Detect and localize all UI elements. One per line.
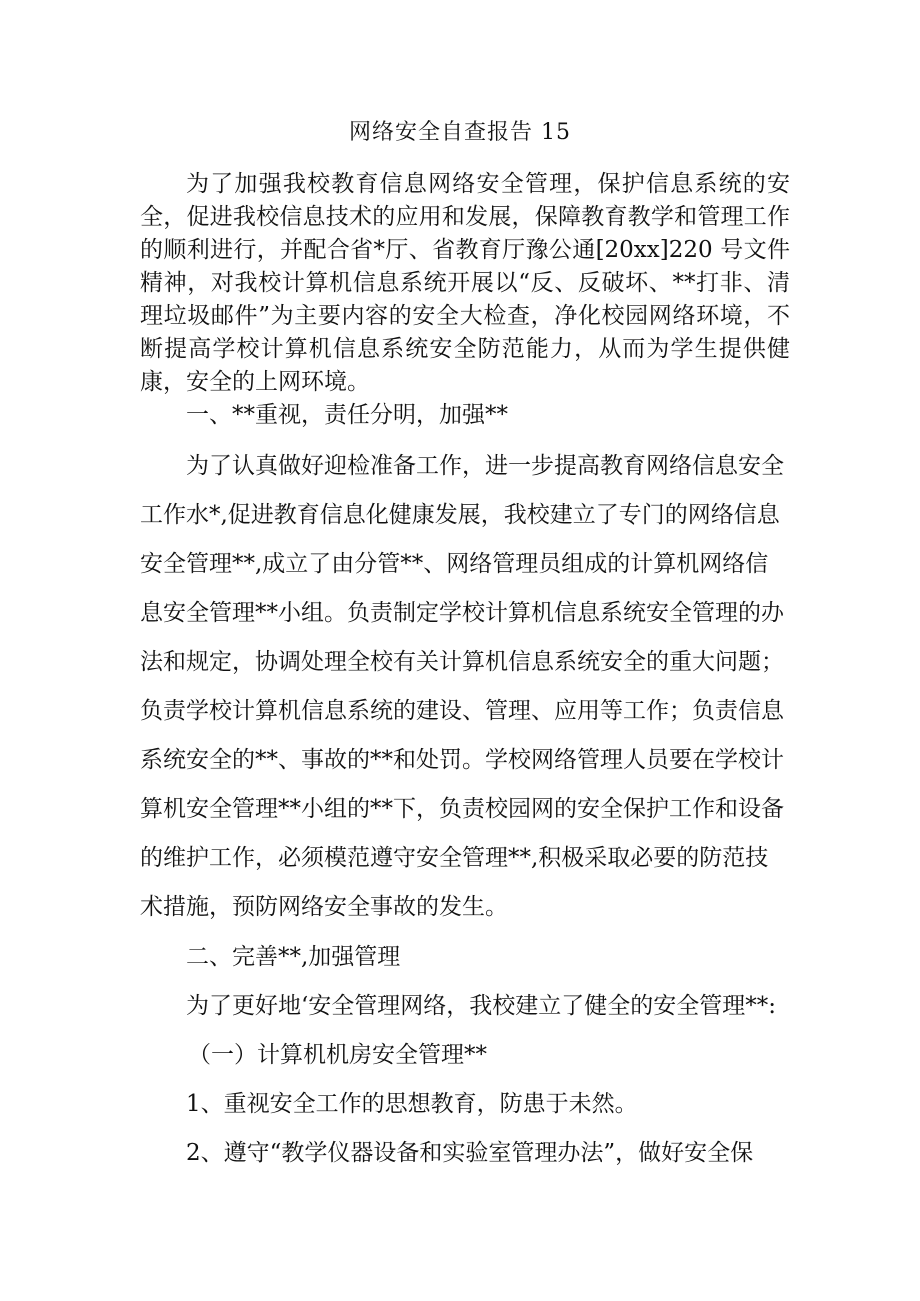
section2-heading: 二、完善**,加强管理 [186,944,401,970]
subsection1-heading: （一）计算机机房安全管理** [188,1042,487,1068]
section1-line: 系统安全的**、事故的**和处罚。学校网络管理人员要在学校计 [140,747,784,773]
section1-line: 工作水*,促进教育信息化健康发展，我校建立了专门的网络信息 [140,502,780,528]
section2-intro: 为了更好地‘安全管理网络，我校建立了健全的安全管理**: [186,993,777,1019]
list-item: 2、遵守“教学仪器设备和实验室管理办法”，做好安全保 [186,1140,754,1166]
section1-line: 法和规定，协调处理全校有关计算机信息系统安全的重大问题； [140,649,784,675]
section1-line: 的维护工作，必须模范遵守安全管理**,积极采取必要的防范技 [140,845,769,871]
document-title: 网络安全自查报告 15 [349,120,571,145]
section1-heading: 一、**重视，责任分明，加强** [186,402,508,428]
section1-line: 术措施，预防网络安全事故的发生。 [140,894,508,920]
section1-line: 负责学校计算机信息系统的建设、管理、应用等工作；负责信息 [140,698,784,724]
section1-line: 安全管理**,成立了由分管**、网络管理员组成的计算机网络信 [140,551,769,577]
list-item: 1、重视安全工作的思想教育，防患于未然。 [186,1091,638,1117]
section1-line: 为了认真做好迎检准备工作，进一步提高教育网络信息安全 [186,453,784,479]
section1-line: 算机安全管理**小组的**下，负责校园网的安全保护工作和设备 [140,796,784,822]
intro-paragraph: 为了加强我校教育信息网络安全管理，保护信息系统的安全，促进我校信息技术的应用和发展，保障教育教学和管理工作的顺利进行，并配合省*厅、省教育厅豫公通[20xx]220 号文件精神，对我校计算机信息系统开展以“反、反破坏、**打非、清理垃圾邮件”为主要内容的安全大检查，净化校园网络环境，不断提高学校计算机信息系统安全防范能力，从而为学生提供健康，安全的上网环境。 [140,171,790,395]
section1-line: 息安全管理**小组。负责制定学校计算机信息系统安全管理的办 [140,600,784,626]
